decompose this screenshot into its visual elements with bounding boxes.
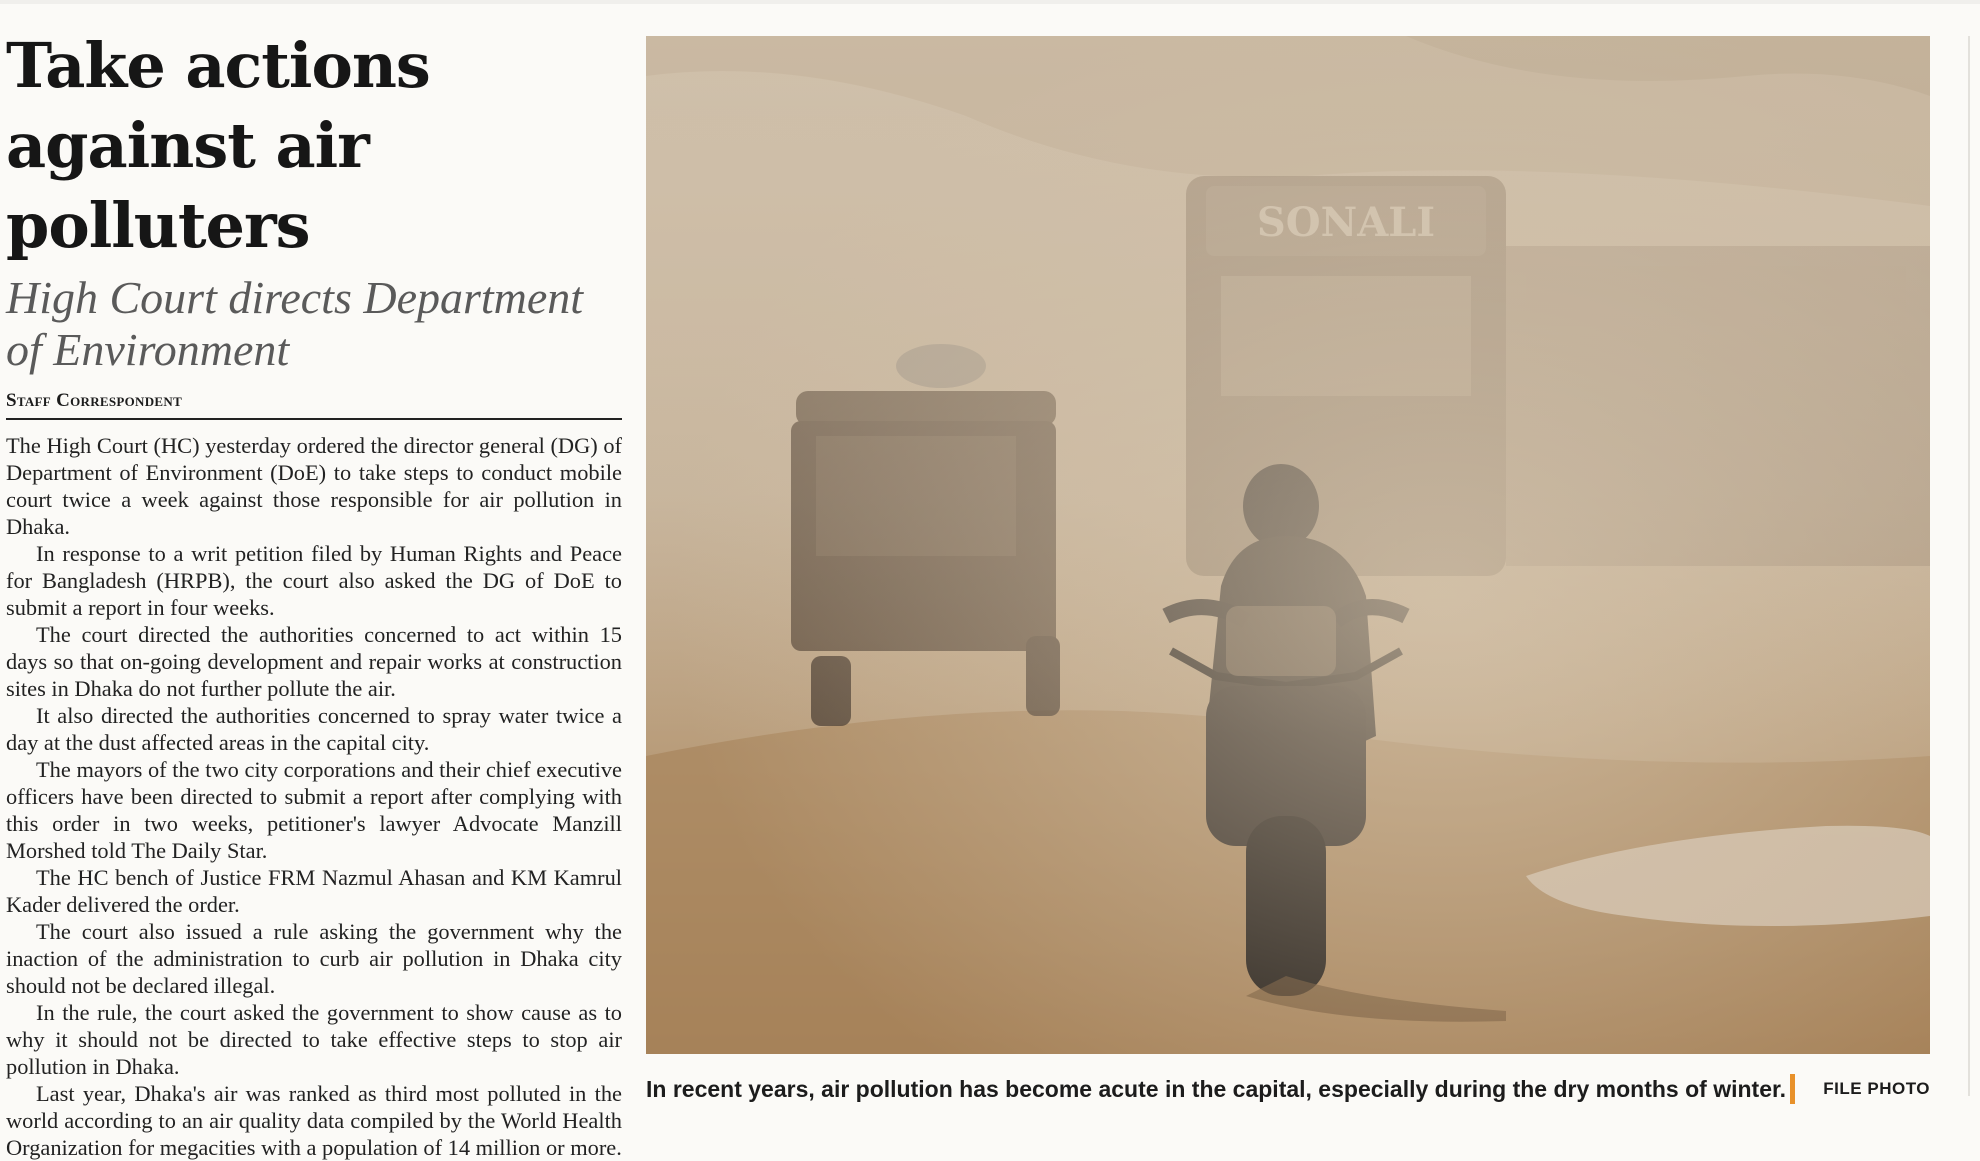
paragraph: The court also issued a rule asking the government why the inaction of the administration to curb air pollution in Dhaka city should not be declared illegal.: [6, 919, 622, 998]
photo-caption-row: [646, 1074, 1930, 1108]
subheadline: High Court directs Department of Environment: [6, 272, 584, 375]
top-border: [0, 0, 1980, 4]
article-body: [6, 432, 622, 1161]
paragraph: It also directed the authorities concerned to spray water twice a day at the dust affected areas in the capital city.: [6, 703, 622, 755]
hazy-street-scene: [646, 36, 1930, 1054]
paragraph: In the rule, the court asked the government to show cause as to why it should not be directed to take effective steps to stop air pollution in Dhaka.: [6, 1000, 622, 1079]
paragraph: The mayors of the two city corporations and their chief executive officers have been directed to submit a report after complying with this order in two weeks, petitioner's lawyer Advocate Manzill Morshed told The Daily Star.: [6, 757, 622, 863]
paragraph: The HC bench of Justice FRM Nazmul Ahasan and KM Kamrul Kader delivered the order.: [6, 865, 622, 917]
column-rule: [1968, 36, 1970, 1096]
headline: Take actions against air polluters: [6, 29, 430, 262]
photo-credit: FILE PHOTO: [1823, 1079, 1930, 1098]
article-column: [6, 26, 622, 1161]
paragraph: Last year, Dhaka's air was ranked as third most polluted in the world according to an air quality data compiled by the World Health Organization for megacities with a population of 14 million or more.: [6, 1081, 622, 1160]
news-photo: [646, 36, 1930, 1054]
paragraph: In response to a writ petition filed by Human Rights and Peace for Bangladesh (HRPB), the court also asked the DG of DoE to submit a report in four weeks.: [6, 541, 622, 620]
paragraph: The High Court (HC) yesterday ordered the director general (DG) of Department of Environment (DoE) to take steps to conduct mobile court twice a week against those responsible for air pollution in Dhaka.: [6, 433, 622, 539]
credit-separator: [1790, 1074, 1795, 1104]
photo-caption: In recent years, air pollution has become acute in the capital, especially during the dry months of winter.: [646, 1076, 1787, 1102]
paragraph: The court directed the authorities concerned to act within 15 days so that on-going development and repair works at construction sites in Dhaka do not further pollute the air.: [6, 622, 622, 701]
byline: Staff Correspondent: [6, 390, 622, 420]
